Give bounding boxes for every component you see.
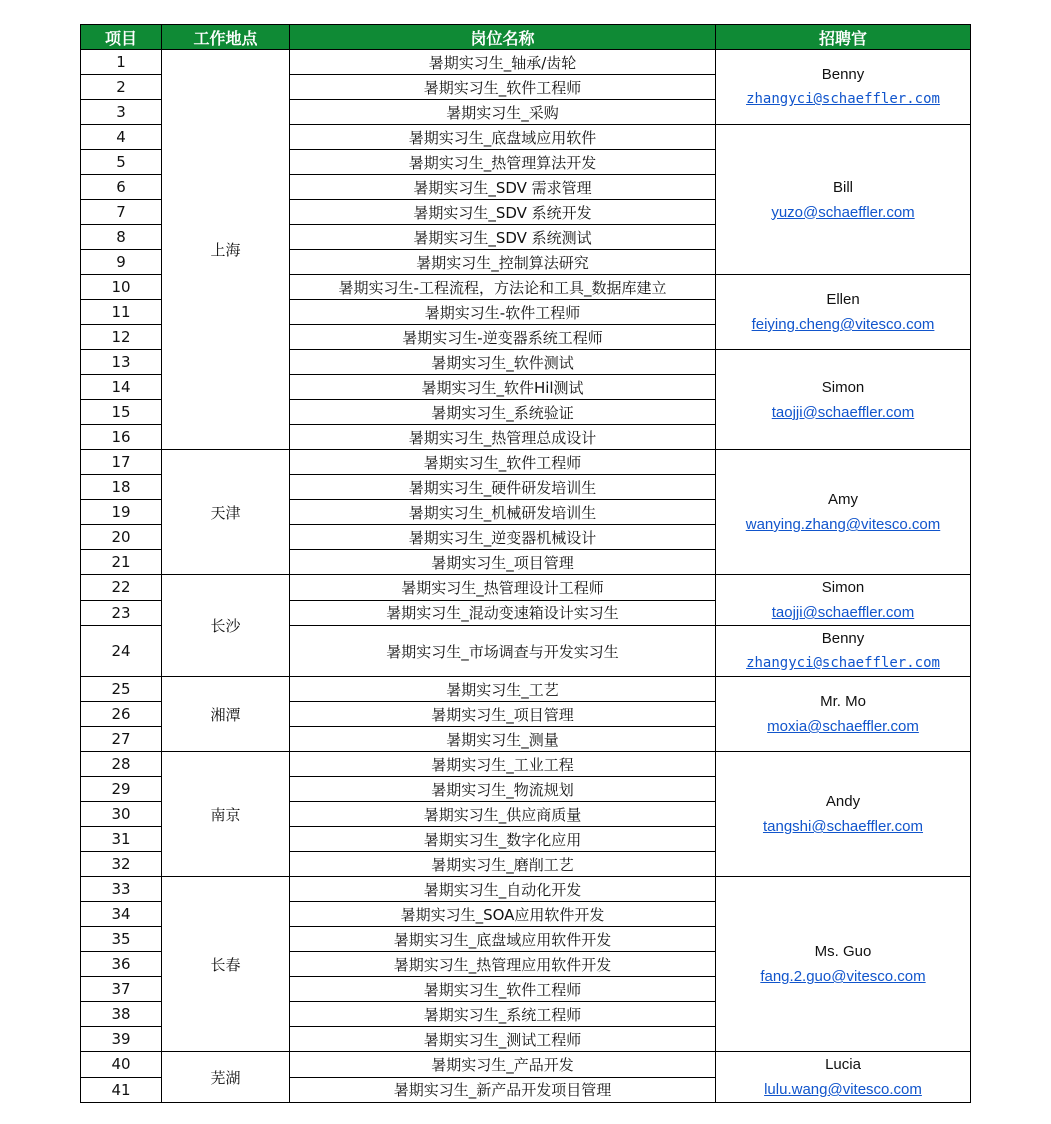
row-number: 1 [81, 50, 162, 75]
header-position: 岗位名称 [290, 25, 716, 50]
row-number: 19 [81, 500, 162, 525]
position-title: 暑期实习生_硬件研发培训生 [290, 475, 716, 500]
position-title: 暑期实习生_工业工程 [290, 752, 716, 777]
recruiter-cell [716, 125, 971, 275]
position-title: 暑期实习生_底盘域应用软件 [290, 125, 716, 150]
position-title: 暑期实习生_热管理设计工程师 [290, 575, 716, 601]
position-title: 暑期实习生_软件工程师 [290, 75, 716, 100]
location-cell: 南京 [162, 752, 290, 877]
recruiter-email-link[interactable]: moxia@schaeffler.com [767, 718, 919, 735]
position-title: 暑期实习生_软件Hil测试 [290, 375, 716, 400]
table-row [81, 1052, 971, 1078]
row-number: 2 [81, 75, 162, 100]
recruiter-name: Ms. Guo [814, 943, 872, 960]
row-number: 26 [81, 702, 162, 727]
position-title: 暑期实习生_新产品开发项目管理 [290, 1077, 716, 1103]
location-cell: 天津 [162, 450, 290, 575]
position-title: 暑期实习生_软件工程师 [290, 977, 716, 1002]
position-title: 暑期实习生_机械研发培训生 [290, 500, 716, 525]
position-title: 暑期实习生_市场调查与开发实习生 [290, 626, 716, 677]
position-title: 暑期实习生_系统工程师 [290, 1002, 716, 1027]
location-cell: 长沙 [162, 575, 290, 677]
position-title: 暑期实习生_磨削工艺 [290, 852, 716, 877]
recruiter-cell [716, 677, 971, 752]
position-title: 暑期实习生_测量 [290, 727, 716, 752]
position-title: 暑期实习生_逆变器机械设计 [290, 525, 716, 550]
header-item-no: 项目 [81, 25, 162, 50]
recruiter-email-link[interactable]: fang.2.guo@vitesco.com [760, 968, 926, 985]
row-number: 27 [81, 727, 162, 752]
row-number: 8 [81, 225, 162, 250]
row-number: 4 [81, 125, 162, 150]
recruiter-name: Mr. Mo [820, 693, 866, 710]
recruiter-email-link[interactable]: taojji@schaeffler.com [771, 403, 915, 421]
row-number: 39 [81, 1027, 162, 1052]
recruiter-name: Benny [821, 630, 865, 647]
position-title: 暑期实习生_自动化开发 [290, 877, 716, 902]
position-title: 暑期实习生-工程流程，方法论和工具_数据库建立 [290, 275, 716, 300]
row-number: 33 [81, 877, 162, 902]
recruiter-cell [716, 626, 971, 677]
position-title: 暑期实习生_控制算法研究 [290, 250, 716, 275]
recruiter-name: Amy [828, 491, 858, 508]
recruiter-name: Bill [832, 178, 853, 196]
recruiter-email-link[interactable]: taojji@schaeffler.com [771, 604, 915, 621]
row-number: 28 [81, 752, 162, 777]
row-number: 5 [81, 150, 162, 175]
position-title: 暑期实习生_软件工程师 [290, 450, 716, 475]
position-title: 暑期实习生_SOA应用软件开发 [290, 902, 716, 927]
recruiter-email-link[interactable]: tangshi@schaeffler.com [762, 818, 924, 835]
position-title: 暑期实习生_热管理总成设计 [290, 425, 716, 450]
position-title: 暑期实习生_SDV 需求管理 [290, 175, 716, 200]
table-row [81, 50, 971, 75]
position-title: 暑期实习生-逆变器系统工程师 [290, 325, 716, 350]
position-title: 暑期实习生_采购 [290, 100, 716, 125]
row-number: 16 [81, 425, 162, 450]
row-number: 38 [81, 1002, 162, 1027]
header-location: 工作地点 [162, 25, 290, 50]
recruiter-cell [716, 450, 971, 575]
recruiter-name: Lucia [825, 1056, 861, 1073]
position-title: 暑期实习生_数字化应用 [290, 827, 716, 852]
recruiter-email-link[interactable]: zhangyci@schaeffler.com [746, 655, 940, 671]
row-number: 35 [81, 927, 162, 952]
position-title: 暑期实习生_轴承/齿轮 [290, 50, 716, 75]
position-title: 暑期实习生_混动变速箱设计实习生 [290, 600, 716, 626]
row-number: 37 [81, 977, 162, 1002]
table-row [81, 450, 971, 475]
job-table [80, 24, 971, 1103]
row-number: 22 [81, 575, 162, 601]
row-number: 6 [81, 175, 162, 200]
recruiter-name: Benny [821, 66, 865, 83]
position-title: 暑期实习生_测试工程师 [290, 1027, 716, 1052]
table-row [81, 677, 971, 702]
position-title: 暑期实习生_SDV 系统开发 [290, 200, 716, 225]
position-title: 暑期实习生_SDV 系统测试 [290, 225, 716, 250]
recruiter-name: Ellen [826, 291, 860, 308]
header-recruiter: 招聘官 [716, 25, 971, 50]
row-number: 18 [81, 475, 162, 500]
row-number: 11 [81, 300, 162, 325]
position-title: 暑期实习生_热管理算法开发 [290, 150, 716, 175]
recruiter-cell [716, 752, 971, 877]
location-cell: 上海 [162, 50, 290, 450]
position-title: 暑期实习生_产品开发 [290, 1052, 716, 1078]
location-cell: 芜湖 [162, 1052, 290, 1103]
position-title: 暑期实习生_物流规划 [290, 777, 716, 802]
row-number: 7 [81, 200, 162, 225]
recruiter-cell [716, 1052, 971, 1103]
row-number: 17 [81, 450, 162, 475]
row-number: 29 [81, 777, 162, 802]
row-number: 24 [81, 626, 162, 677]
recruiter-email-link[interactable]: yuzo@schaeffler.com [771, 203, 915, 221]
row-number: 21 [81, 550, 162, 575]
row-number: 30 [81, 802, 162, 827]
row-number: 3 [81, 100, 162, 125]
recruiter-cell [716, 50, 971, 125]
row-number: 25 [81, 677, 162, 702]
position-title: 暑期实习生_热管理应用软件开发 [290, 952, 716, 977]
row-number: 9 [81, 250, 162, 275]
recruiter-name: Simon [821, 579, 865, 596]
header-row [81, 25, 971, 50]
position-title: 暑期实习生_供应商质量 [290, 802, 716, 827]
position-title: 暑期实习生_底盘域应用软件开发 [290, 927, 716, 952]
recruiter-cell [716, 275, 971, 350]
row-number: 20 [81, 525, 162, 550]
recruiter-email-link[interactable]: wanying.zhang@vitesco.com [745, 516, 941, 533]
position-title: 暑期实习生_工艺 [290, 677, 716, 702]
row-number: 34 [81, 902, 162, 927]
row-number: 32 [81, 852, 162, 877]
row-number: 36 [81, 952, 162, 977]
row-number: 40 [81, 1052, 162, 1078]
location-cell: 长春 [162, 877, 290, 1052]
recruiter-name: Andy [825, 793, 861, 810]
row-number: 31 [81, 827, 162, 852]
table-row [81, 752, 971, 777]
position-title: 暑期实习生_软件测试 [290, 350, 716, 375]
recruiter-name: Simon [821, 378, 865, 396]
recruiter-email-link[interactable]: feiying.cheng@vitesco.com [751, 316, 935, 333]
table-row [81, 877, 971, 902]
row-number: 13 [81, 350, 162, 375]
position-title: 暑期实习生_系统验证 [290, 400, 716, 425]
row-number: 12 [81, 325, 162, 350]
row-number: 14 [81, 375, 162, 400]
row-number: 15 [81, 400, 162, 425]
position-title: 暑期实习生_项目管理 [290, 702, 716, 727]
row-number: 23 [81, 600, 162, 626]
recruiter-cell [716, 575, 971, 626]
location-cell: 湘潭 [162, 677, 290, 752]
row-number: 10 [81, 275, 162, 300]
table-row [81, 575, 971, 601]
recruiter-email-link[interactable]: lulu.wang@vitesco.com [764, 1081, 922, 1098]
recruiter-cell [716, 877, 971, 1052]
recruiter-email-link[interactable]: zhangyci@schaeffler.com [746, 91, 940, 107]
position-title: 暑期实习生_项目管理 [290, 550, 716, 575]
row-number: 41 [81, 1077, 162, 1103]
recruiter-cell [716, 350, 971, 450]
position-title: 暑期实习生-软件工程师 [290, 300, 716, 325]
